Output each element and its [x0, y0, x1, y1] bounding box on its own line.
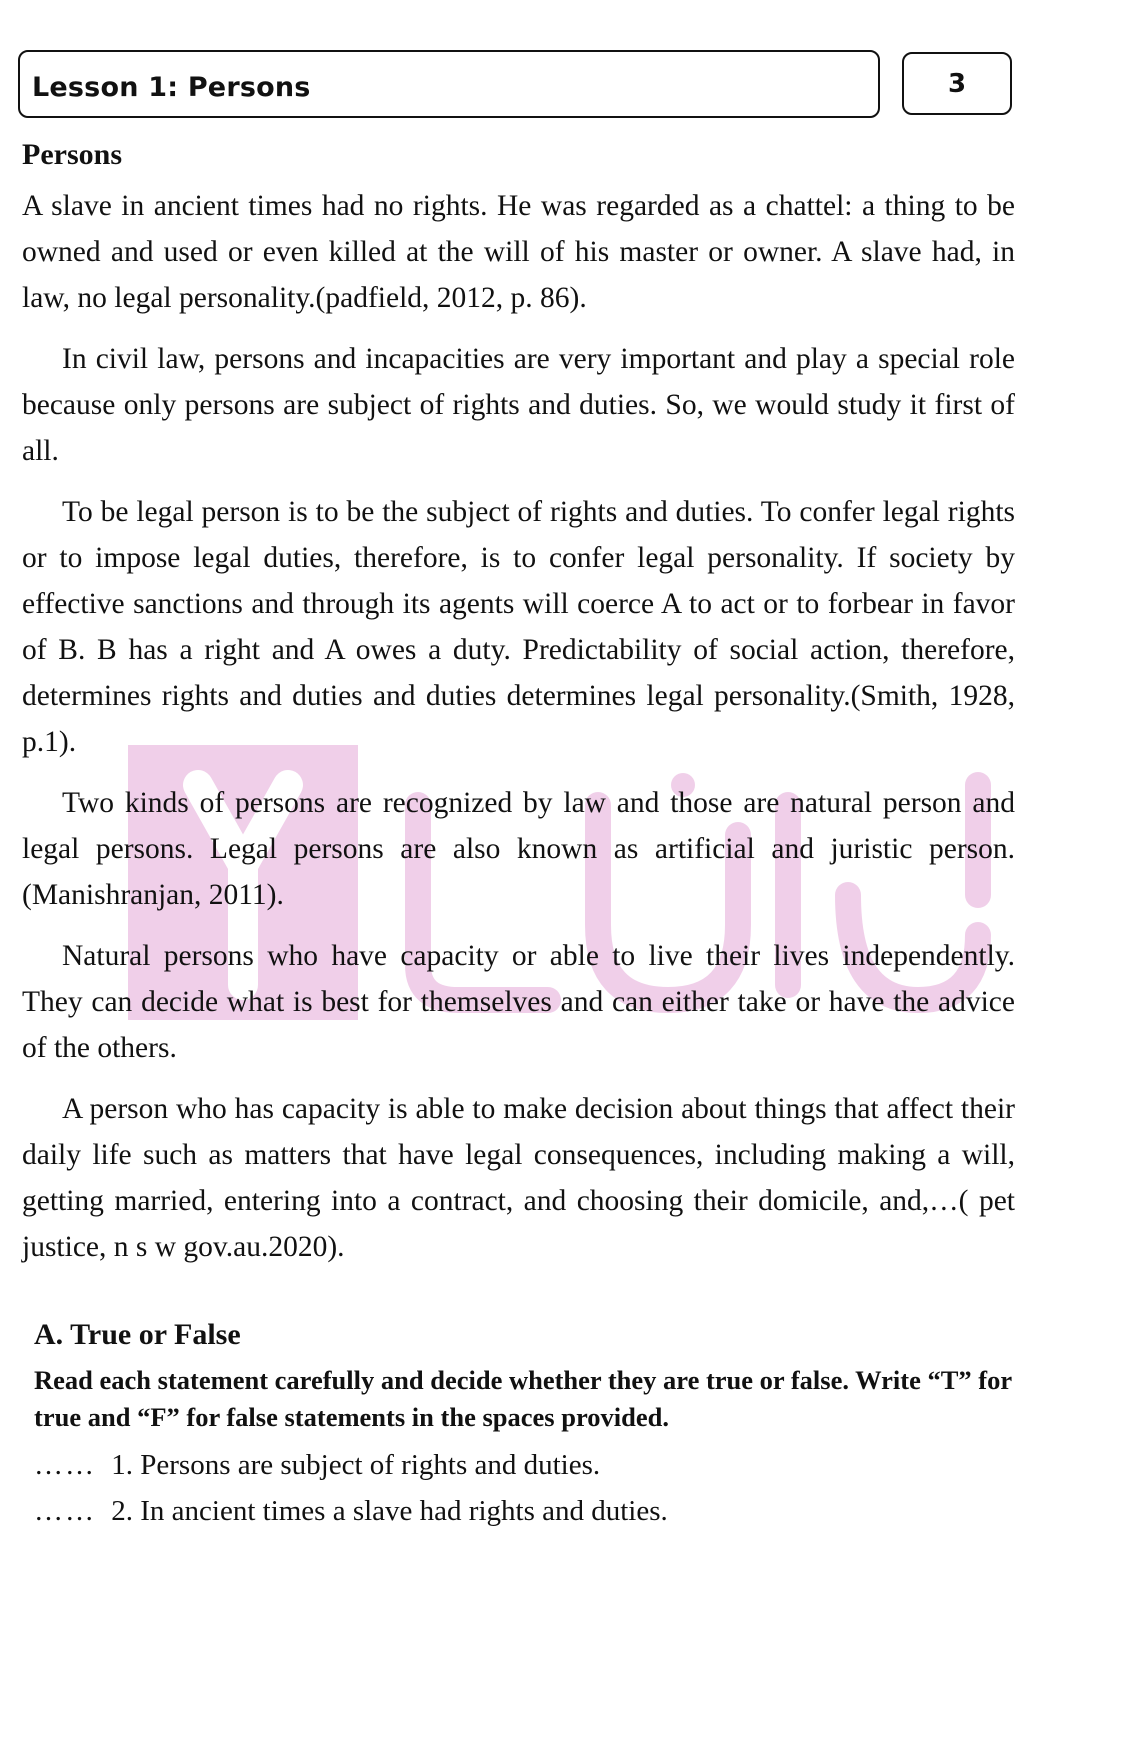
body-content: [22, 183, 1015, 1534]
lesson-header: [18, 50, 880, 118]
answer-blank-1[interactable]: ……: [34, 1449, 96, 1481]
statement-1: [34, 1442, 1015, 1488]
paragraph-6: A person who has capacity is able to make decision about things that affect their daily life such as matters that have legal consequences, including making a will, getting married, entering into a contract, and choosing their domicile, and,…( pet justice, n s w gov.au.2020).: [22, 1093, 1015, 1263]
paragraph-5: Natural persons who have capacity or able to live their lives independently. They can decide what is best for themselves and can either take or have the advice of the others.: [22, 940, 1015, 1064]
page-number: 3: [947, 69, 967, 99]
statement-2-text: 2. In ancient times a slave had rights and duties.: [111, 1495, 668, 1527]
section-heading: Persons: [22, 138, 122, 171]
paragraph-2: In civil law, persons and incapacities are very important and play a special role because only persons are subject of rights and duties. So, we would study it first of all.: [22, 343, 1015, 467]
answer-blank-2[interactable]: ……: [34, 1495, 96, 1527]
paragraph-3: To be legal person is to be the subject of rights and duties. To confer legal rights or to impose legal duties, therefore, is to confer legal personality. If society by effective sanctions and through its agents will coerce A to act or to forbear in favor of B. B has a right and A owes a duty. Predictability of social action, therefore, determines rights and duties and duties determines legal personality.(Smith, 1928, p.1).: [22, 496, 1015, 758]
exercise-instructions: Read each statement carefully and decide whether they are true or false. Write “T” for true and “F” for false statements in the spaces provided.: [34, 1365, 1012, 1432]
paragraph-1: A slave in ancient times had no rights. He was regarded as a chattel: a thing to be owned and used or even killed at the will of his master or owner. A slave had, in law, no legal personality.(padfield, 2012, p. 86).: [22, 190, 1015, 314]
statement-2: [34, 1488, 1015, 1534]
exercise-heading: A. True or False: [34, 1318, 241, 1351]
statement-1-text: 1. Persons are subject of rights and duties.: [111, 1449, 601, 1481]
paragraph-4: Two kinds of persons are recognized by law and those are natural person and legal persons. Legal persons are also known as artificial and juristic person. (Manishranjan, 2011).: [22, 787, 1015, 911]
lesson-title: Lesson 1: Persons: [32, 72, 311, 103]
page-number-box: [902, 52, 1012, 115]
